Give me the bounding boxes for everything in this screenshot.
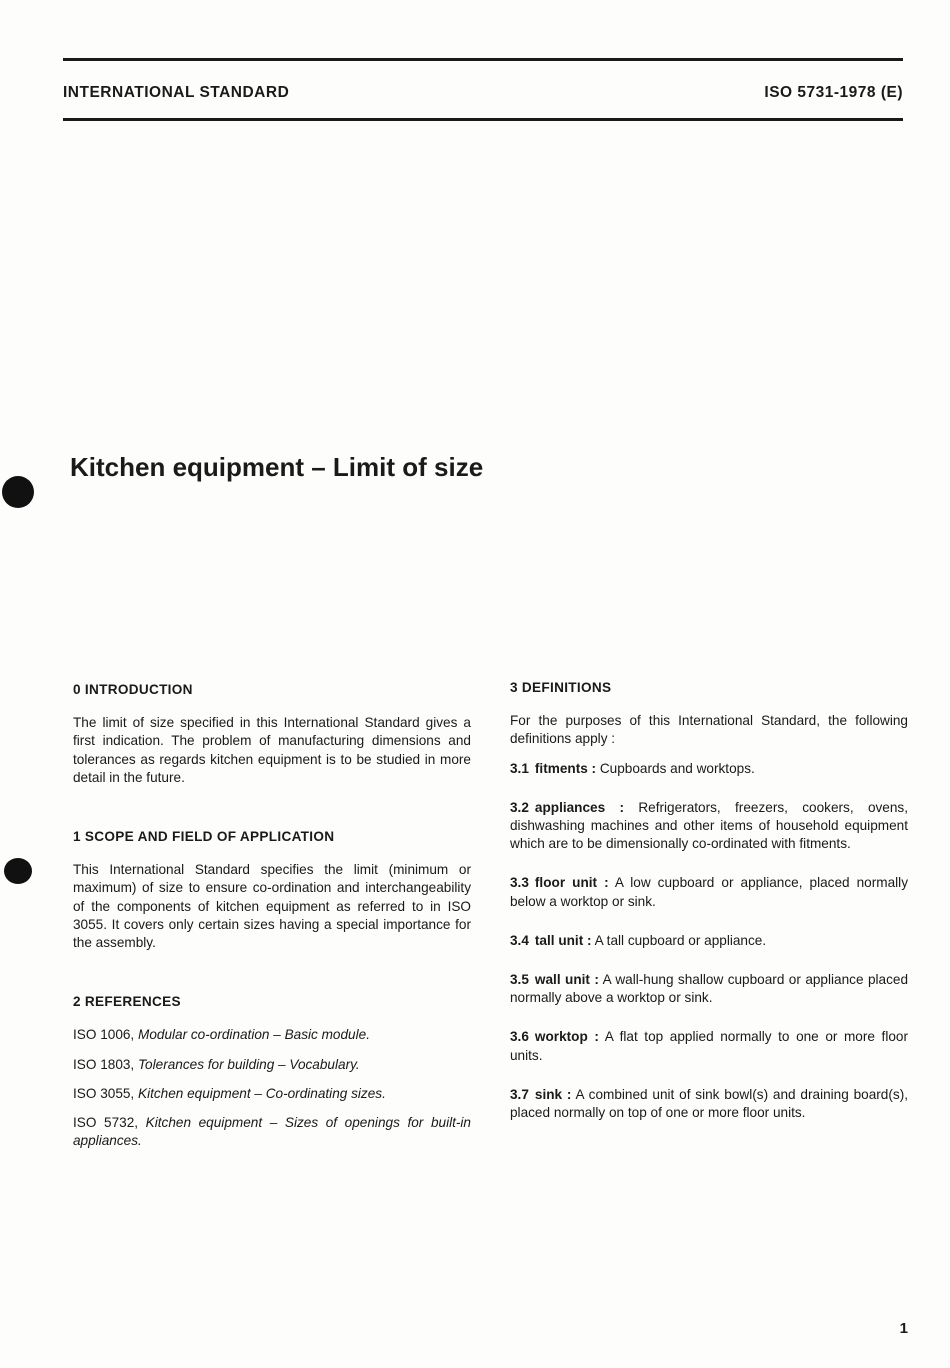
references-heading: 2 REFERENCES [73,994,181,1010]
definition-item: 3.3 floor unit : A low cupboard or appliance, placed normally below a worktop or sink. [510,875,908,909]
punch-hole-mark-upper [2,476,34,508]
reference-item: ISO 1006, Modular co-ordination – Basic module. [73,1027,370,1043]
right-column [510,679,908,1143]
header-document-id: ISO 5731-1978 (E) [764,84,903,101]
definition-item: 3.7 sink : A combined unit of sink bowl(s) and draining board(s), placed normally on top of one or more floor units. [510,1086,908,1121]
header-standard-label: INTERNATIONAL STANDARD [63,84,290,101]
intro-heading: 0 INTRODUCTION [73,682,193,697]
header-rule-top [63,58,903,61]
definition-item: 3.5 wall unit : A wall-hung shallow cupboard or appliance placed normally above a worktop or sink. [510,972,908,1006]
scope-text: This International Standard specifies the limit (minimum or maximum) of size to ensure co-ordination and interchangeability of the components of kitchen equipment as referred to in ISO 3055. It covers only certain sizes having a special importance for the assembly. [73,862,471,951]
definitions-heading: 3 DEFINITIONS [510,680,612,695]
definitions-intro: For the purposes of this International Standard, the following definitions apply : [510,713,908,747]
reference-item: ISO 3055, Kitchen equipment – Co-ordinating sizes. [73,1085,386,1101]
definition-item: 3.4 tall unit : A tall cupboard or appliance. [510,932,767,948]
reference-item: ISO 5732, Kitchen equipment – Sizes of openings for built-in appliances. [73,1115,471,1149]
scope-heading: 1 SCOPE AND FIELD OF APPLICATION [73,829,335,845]
intro-text: The limit of size specified in this International Standard gives a first indication. The problem of manufacturing dimensions and tolerances as regards kitchen equipment is to be studied in more detail in the future. [73,715,471,785]
reference-item: ISO 1803, Tolerances for building – Vocabulary. [73,1056,360,1072]
header-rule-bottom [63,118,903,121]
definition-item: 3.2 appliances : Refrigerators, freezers, cookers, ovens, dishwashing machines and other items of household equipment which are to be dimensionally co-ordinated with fitments. [510,799,908,852]
punch-hole-mark-lower [4,858,32,884]
definition-item: 3.6 worktop : A flat top applied normally to one or more floor units. [510,1029,908,1063]
left-column [73,681,471,1161]
definition-item: 3.1 fitments : Cupboards and worktops. [510,760,755,776]
page-number: 1 [899,1320,908,1337]
page-title: Kitchen equipment – Limit of size [70,452,484,482]
